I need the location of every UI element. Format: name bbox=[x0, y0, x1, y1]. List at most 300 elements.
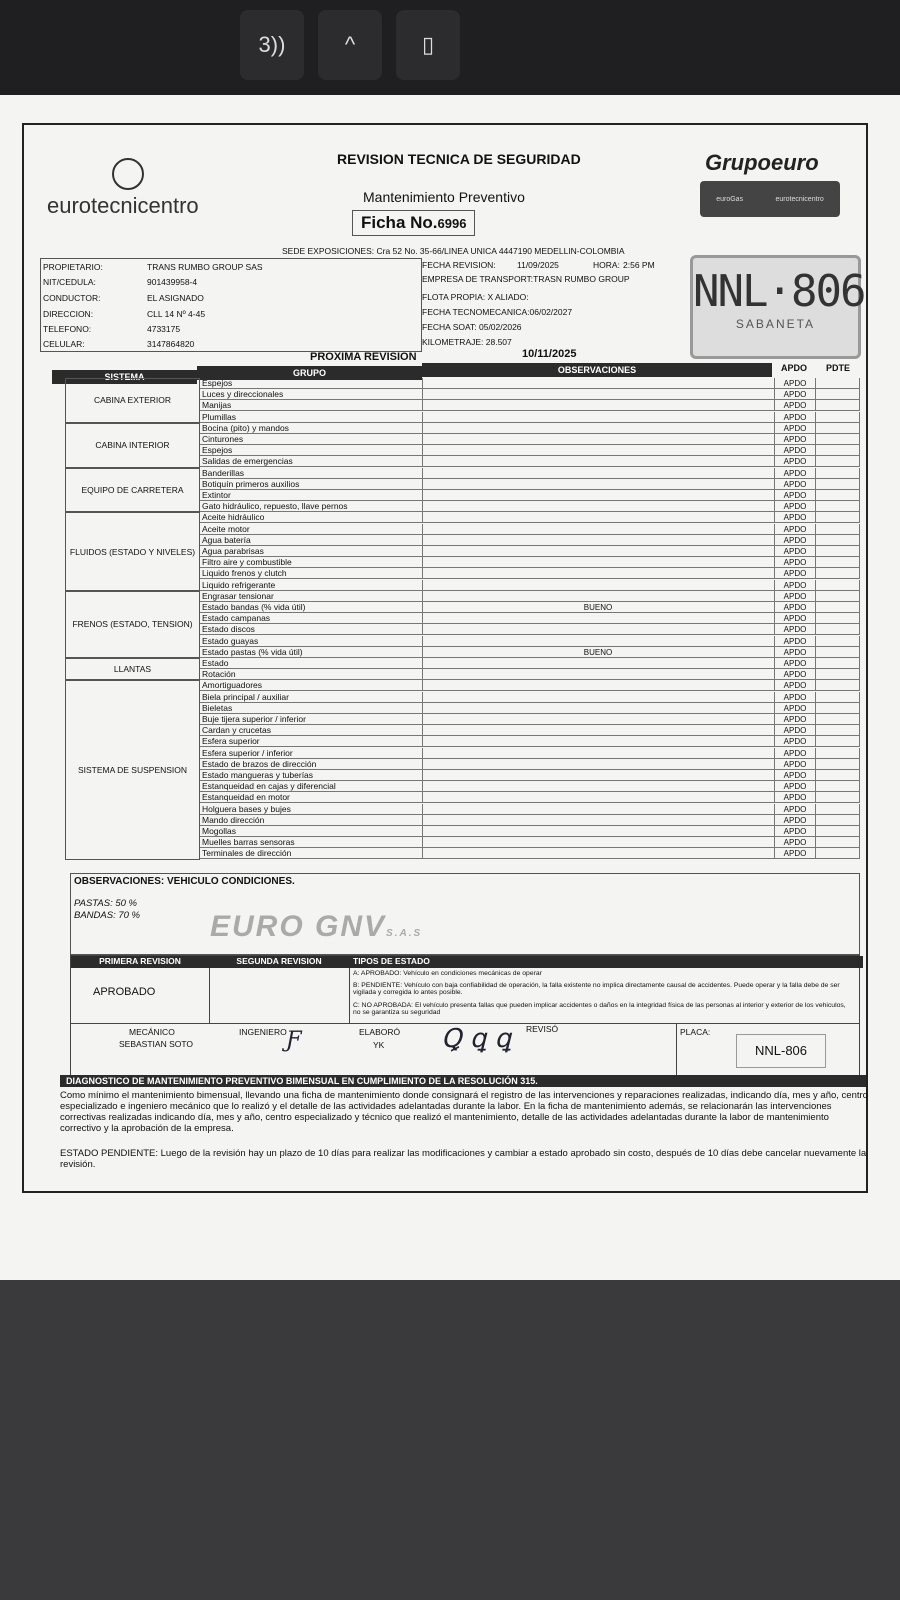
table-row bbox=[200, 759, 860, 770]
pdte-cell bbox=[814, 412, 860, 423]
table-row bbox=[200, 624, 860, 635]
table-row bbox=[200, 445, 860, 456]
observation-cell bbox=[422, 568, 773, 579]
pdte-cell bbox=[814, 848, 860, 859]
grupo-item: Liquido refrigerante bbox=[202, 579, 276, 590]
celular-value: 3147864820 bbox=[147, 339, 195, 349]
eurotecnicentro-logo-icon bbox=[112, 158, 144, 190]
grupo-item: Estanqueidad en motor bbox=[202, 792, 290, 803]
table-row bbox=[200, 804, 860, 815]
eurotecnicentro-badge: eurotecnicentro bbox=[775, 195, 824, 203]
pdte-cell bbox=[814, 557, 860, 568]
apdo-cell: APDO bbox=[774, 725, 816, 736]
apdo-cell: APDO bbox=[774, 535, 816, 546]
grupo-item: Espejos bbox=[202, 378, 233, 388]
observation-cell bbox=[422, 468, 773, 479]
segunda-revision-label: SEGUNDA REVISION bbox=[209, 956, 349, 968]
table-row bbox=[200, 546, 860, 557]
observation-cell bbox=[422, 490, 773, 501]
elaboro-label: ELABORÓ bbox=[359, 1027, 401, 1037]
pdte-cell bbox=[814, 804, 860, 815]
observation-cell bbox=[422, 546, 773, 557]
observation-cell bbox=[422, 759, 773, 770]
pdte-cell bbox=[814, 703, 860, 714]
pdte-cell bbox=[814, 468, 860, 479]
table-row bbox=[200, 378, 860, 389]
pastas-note: PASTAS: 50 % bbox=[74, 898, 138, 909]
pdte-cell bbox=[814, 434, 860, 445]
apdo-cell: APDO bbox=[774, 468, 816, 479]
observation-cell bbox=[422, 613, 773, 624]
grupo-item: Estado discos bbox=[202, 624, 255, 635]
pdte-cell bbox=[814, 501, 860, 512]
apdo-cell: APDO bbox=[774, 759, 816, 770]
hora-value: 2:56 PM bbox=[623, 260, 655, 270]
form-title: REVISION TECNICA DE SEGURIDAD bbox=[337, 151, 581, 167]
conductor-value: EL ASIGNADO bbox=[147, 293, 204, 303]
grupo-item: Botiquín primeros auxilios bbox=[202, 478, 300, 489]
table-row bbox=[200, 815, 860, 826]
grupo-item: Buje tijera superior / inferior bbox=[202, 714, 306, 724]
table-row bbox=[200, 400, 860, 411]
observation-cell bbox=[422, 423, 773, 434]
kilometraje-line: KILOMETRAJE: 28.507 bbox=[422, 337, 512, 347]
car-seat-background bbox=[0, 1270, 900, 1600]
grupo-item: Estado pastas (% vida útil) bbox=[202, 646, 303, 657]
pdte-cell bbox=[814, 781, 860, 792]
grupo-item: Cardan y crucetas bbox=[202, 725, 271, 736]
pdte-cell bbox=[814, 568, 860, 579]
pdte-cell bbox=[814, 759, 860, 770]
system-5: LLANTAS bbox=[65, 658, 200, 680]
screen-button-icon: ▯ bbox=[396, 10, 460, 80]
table-row bbox=[200, 703, 860, 714]
observation-cell bbox=[422, 804, 773, 815]
eurogas-badge: euroGas bbox=[716, 195, 744, 203]
observation-cell bbox=[422, 636, 773, 647]
apdo-cell: APDO bbox=[774, 434, 816, 445]
pdte-cell bbox=[814, 602, 860, 613]
apdo-cell: APDO bbox=[774, 781, 816, 792]
apdo-cell: APDO bbox=[774, 624, 816, 635]
observation-cell bbox=[422, 725, 773, 736]
observation-cell bbox=[422, 815, 773, 826]
grupo-item: Esfera superior bbox=[202, 736, 260, 747]
apdo-cell: APDO bbox=[774, 400, 816, 411]
col-pdte: PDTE bbox=[825, 363, 850, 373]
direccion-value: CLL 14 Nº 4-45 bbox=[147, 309, 206, 319]
grupo-item: Salidas de emergencias bbox=[202, 456, 293, 467]
status-table bbox=[70, 955, 860, 1085]
table-row bbox=[200, 669, 860, 680]
pdte-cell bbox=[814, 591, 860, 602]
table-row bbox=[200, 602, 860, 613]
apdo-cell: APDO bbox=[774, 456, 816, 467]
grupo-item: Estanqueidad en cajas y diferencial bbox=[202, 781, 336, 792]
observations-label: OBSERVACIONES: VEHICULO CONDICIONES. bbox=[74, 876, 295, 887]
tipo-c-text: C: NO APROBADA: El vehículo presenta fallas que pueden implicar accidentes o daños en la integridad física de las personas al interior y exterior de los vehiculos, no se garantiza su seguridad bbox=[353, 1002, 846, 1016]
observation-cell bbox=[422, 748, 773, 759]
pdte-cell bbox=[814, 535, 860, 546]
mecanico-label: MECÁNICO bbox=[129, 1027, 175, 1037]
col-sistema: SISTEMA bbox=[52, 370, 197, 384]
apdo-cell: APDO bbox=[774, 602, 816, 613]
conductor-label: CONDUCTOR: bbox=[43, 293, 101, 303]
apdo-cell: APDO bbox=[774, 647, 816, 658]
tipos-estado-label: TIPOS DE ESTADO bbox=[349, 956, 863, 968]
ingeniero-signature: Ƒ bbox=[286, 1028, 302, 1053]
pdte-cell bbox=[814, 389, 860, 400]
table-row bbox=[200, 692, 860, 703]
col-observaciones: OBSERVACIONES bbox=[422, 363, 772, 377]
table-row bbox=[200, 647, 860, 658]
table-row bbox=[200, 848, 860, 859]
observation-cell bbox=[422, 848, 773, 859]
grupo-item: Engrasar tensionar bbox=[202, 590, 274, 601]
table-row bbox=[200, 826, 860, 837]
pdte-cell bbox=[814, 826, 860, 837]
table-row bbox=[200, 725, 860, 736]
pdte-cell bbox=[814, 669, 860, 680]
pdte-cell bbox=[814, 815, 860, 826]
apdo-cell: APDO bbox=[774, 837, 816, 848]
observation-cell bbox=[422, 624, 773, 635]
observation-cell bbox=[422, 714, 773, 725]
pdte-cell bbox=[814, 725, 860, 736]
apdo-cell: APDO bbox=[774, 512, 816, 523]
apdo-cell: APDO bbox=[774, 815, 816, 826]
table-row bbox=[200, 837, 860, 848]
table-row bbox=[200, 468, 860, 479]
observation-cell bbox=[422, 557, 773, 568]
propietario-label: PROPIETARIO: bbox=[43, 262, 103, 272]
table-row bbox=[200, 412, 860, 423]
observation-cell: BUENO bbox=[422, 602, 773, 613]
table-row bbox=[200, 501, 860, 512]
apdo-cell: APDO bbox=[774, 524, 816, 535]
form-subtitle: Mantenimiento Preventivo bbox=[363, 189, 525, 205]
observation-cell bbox=[422, 501, 773, 512]
observation-cell bbox=[422, 692, 773, 703]
grupo-item: Extintor bbox=[202, 490, 231, 500]
observation-cell bbox=[422, 512, 773, 523]
pdte-cell bbox=[814, 378, 860, 389]
pdte-cell bbox=[814, 456, 860, 467]
reviso-label: REVISÓ bbox=[526, 1024, 559, 1034]
ficha-number bbox=[352, 210, 475, 236]
grupo-item: Manijas bbox=[202, 400, 232, 411]
apdo-cell: APDO bbox=[774, 703, 816, 714]
table-row bbox=[200, 535, 860, 546]
apdo-cell: APDO bbox=[774, 389, 816, 400]
apdo-cell: APDO bbox=[774, 848, 816, 859]
pdte-cell bbox=[814, 423, 860, 434]
col-apdo: APDO bbox=[780, 363, 807, 373]
pdte-cell bbox=[814, 636, 860, 647]
fecha-revision-value: 11/09/2025 bbox=[517, 260, 559, 270]
table-row bbox=[200, 479, 860, 490]
grupo-item: Estado de brazos de dirección bbox=[202, 758, 317, 769]
pdte-cell bbox=[814, 658, 860, 669]
placa-value: NNL-806 bbox=[736, 1034, 826, 1068]
observation-cell bbox=[422, 389, 773, 400]
observation-cell bbox=[422, 524, 773, 535]
pdte-cell bbox=[814, 479, 860, 490]
grupo-item: Terminales de dirección bbox=[202, 848, 292, 859]
up-arrow-button-icon: ^ bbox=[318, 10, 382, 80]
apdo-cell: APDO bbox=[774, 714, 816, 725]
apdo-cell: APDO bbox=[774, 580, 816, 591]
table-row bbox=[200, 524, 860, 535]
grupo-item: Gato hidráulico, repuesto, llave pernos bbox=[202, 501, 348, 512]
observation-cell bbox=[422, 736, 773, 747]
observation-cell bbox=[422, 837, 773, 848]
table-row bbox=[200, 512, 860, 523]
system-2: EQUIPO DE CARRETERA bbox=[65, 468, 200, 513]
observation-cell bbox=[422, 669, 773, 680]
table-row bbox=[200, 792, 860, 803]
bandas-note: BANDAS: 70 % bbox=[74, 910, 140, 921]
table-row bbox=[200, 714, 860, 725]
grupo-item: Rotación bbox=[202, 669, 236, 680]
apdo-cell: APDO bbox=[774, 568, 816, 579]
euro-gnv-stamp bbox=[210, 910, 422, 944]
apdo-cell: APDO bbox=[774, 736, 816, 747]
soat-line: FECHA SOAT: 05/02/2026 bbox=[422, 322, 522, 332]
grupo-item: Esfera superior / inferior bbox=[202, 747, 293, 758]
table-row bbox=[200, 658, 860, 669]
observation-cell bbox=[422, 434, 773, 445]
pdte-cell bbox=[814, 400, 860, 411]
grupo-item: Aceite hidráulico bbox=[202, 512, 265, 523]
mantenimiento-paragraph: Como mínimo el mantenimiento bimensual, llevando una ficha de mantenimiento donde consignará el registro de las intervenciones y reparaciones realizadas, indicando día, mes y año, centro especializado e ingeniero mecánico que lo realizó y el detalle de las actividades adelantadas durante la labor. En la ficha de mantenimiento además, se relacionarán las intervenciones correctivas realizadas indicando día, mes y año, centro especializado y técnico que realizó el mantenimiento, detalle de las actividades adelantadas durante la labor de mantenimiento correctivo y la aprobación de la empresa. bbox=[60, 1090, 868, 1134]
grupo-item: Biela principal / auxiliar bbox=[202, 691, 289, 702]
table-row bbox=[200, 591, 860, 602]
apdo-cell: APDO bbox=[774, 770, 816, 781]
system-6: SISTEMA DE SUSPENSION bbox=[65, 680, 200, 859]
ficha-label: Ficha No. bbox=[361, 213, 438, 232]
ingeniero-label: INGENIERO bbox=[239, 1027, 287, 1037]
observation-cell bbox=[422, 445, 773, 456]
grupo-item: Agua batería bbox=[202, 534, 251, 545]
pdte-cell bbox=[814, 680, 860, 691]
telefono-value: 4733175 bbox=[147, 324, 181, 334]
grupoeuro-brand: Grupoeuro bbox=[705, 150, 819, 175]
apdo-cell: APDO bbox=[774, 423, 816, 434]
apdo-cell: APDO bbox=[774, 445, 816, 456]
table-row bbox=[200, 389, 860, 400]
apdo-cell: APDO bbox=[774, 613, 816, 624]
pdte-cell bbox=[814, 714, 860, 725]
observation-cell bbox=[422, 535, 773, 546]
telefono-label: TELEFONO: bbox=[43, 324, 92, 334]
tipo-a-text: A: APROBADO: Vehículo en condiciones mecánicas de operar bbox=[353, 970, 542, 977]
grupo-item: Estado guayas bbox=[202, 635, 259, 646]
euro-gnv-text: EURO GNV bbox=[210, 910, 387, 943]
propietario-value: TRANS RUMBO GROUP SAS bbox=[147, 262, 263, 272]
table-row bbox=[200, 748, 860, 759]
pdte-cell bbox=[814, 490, 860, 501]
apdo-cell: APDO bbox=[774, 792, 816, 803]
apdo-cell: APDO bbox=[774, 479, 816, 490]
fecha-revision-label: FECHA REVISION: bbox=[422, 260, 496, 270]
system-1: CABINA INTERIOR bbox=[65, 423, 200, 468]
apdo-cell: APDO bbox=[774, 680, 816, 691]
table-row bbox=[200, 636, 860, 647]
grupo-item: Filtro aire y combustible bbox=[202, 557, 292, 568]
divider bbox=[349, 968, 350, 1023]
celular-label: CELULAR: bbox=[43, 339, 85, 349]
flota-line: FLOTA PROPIA: X ALIADO: bbox=[422, 292, 529, 302]
observation-cell bbox=[422, 378, 773, 389]
observation-cell: BUENO bbox=[422, 647, 773, 658]
observation-cell bbox=[422, 400, 773, 411]
grupo-item: Aceite motor bbox=[202, 523, 250, 534]
pdte-cell bbox=[814, 613, 860, 624]
observation-cell bbox=[422, 781, 773, 792]
table-row bbox=[200, 423, 860, 434]
col-grupo: GRUPO bbox=[197, 366, 422, 380]
apdo-cell: APDO bbox=[774, 501, 816, 512]
pdte-cell bbox=[814, 512, 860, 523]
grupo-item: Estado bandas (% vida útil) bbox=[202, 602, 306, 612]
system-4: FRENOS (ESTADO, TENSION) bbox=[65, 591, 200, 658]
pdte-cell bbox=[814, 580, 860, 591]
apdo-cell: APDO bbox=[774, 658, 816, 669]
table-row bbox=[200, 613, 860, 624]
observation-cell bbox=[422, 456, 773, 467]
license-plate-image bbox=[690, 255, 865, 359]
table-row bbox=[200, 770, 860, 781]
mecanico-value: SEBASTIAN SOTO bbox=[119, 1039, 194, 1049]
grupo-item: Cinturones bbox=[202, 434, 244, 444]
eurotecnicentro-logo-text: eurotecnicentro bbox=[47, 193, 199, 218]
grupo-item: Muelles barras sensoras bbox=[202, 837, 295, 848]
observation-cell bbox=[422, 479, 773, 490]
apdo-cell: APDO bbox=[774, 546, 816, 557]
apdo-cell: APDO bbox=[774, 557, 816, 568]
system-3: FLUIDOS (ESTADO Y NIVELES) bbox=[65, 512, 200, 590]
grupo-item: Mogollas bbox=[202, 826, 237, 836]
pdte-cell bbox=[814, 837, 860, 848]
pdte-cell bbox=[814, 770, 860, 781]
plate-city: SABANETA bbox=[735, 317, 816, 331]
sede-line: SEDE EXPOSICIONES: Cra 52 No. 35-66/LINEA UNICA 4447190 MEDELLIN-COLOMBIA bbox=[282, 246, 625, 256]
divider bbox=[209, 968, 210, 1023]
table-row bbox=[200, 580, 860, 591]
grupo-item: Bocina (pito) y mandos bbox=[202, 422, 289, 433]
grupo-item: Agua parabrisas bbox=[202, 546, 264, 556]
table-row bbox=[200, 434, 860, 445]
observation-cell bbox=[422, 826, 773, 837]
grupo-item: Estado mangueras y tuberías bbox=[202, 770, 314, 780]
brand-badges bbox=[700, 181, 840, 217]
observation-cell bbox=[422, 580, 773, 591]
apdo-cell: APDO bbox=[774, 378, 816, 389]
grupo-item: Liquido frenos y clutch bbox=[202, 568, 287, 579]
pdte-cell bbox=[814, 647, 860, 658]
empresa-line: EMPRESA DE TRANSPORT:TRASN RUMBO GROUP bbox=[422, 274, 630, 284]
table-row bbox=[200, 781, 860, 792]
primera-revision-label: PRIMERA REVISION bbox=[71, 956, 209, 968]
hora-label: HORA: bbox=[593, 260, 620, 270]
tipo-b-text: B: PENDIENTE: Vehículo con baja confiabilidad de operación, la falla existente no implica directamente causal de accidentes. Puede operar y la falla debe de ser vigilada y corregida lo antes posible. bbox=[353, 982, 840, 996]
apdo-cell: APDO bbox=[774, 804, 816, 815]
table-row bbox=[200, 736, 860, 747]
table-row bbox=[200, 557, 860, 568]
apdo-cell: APDO bbox=[774, 748, 816, 759]
grupo-item: Luces y direccionales bbox=[202, 389, 284, 400]
grupo-item: Espejos bbox=[202, 445, 233, 456]
direccion-label: DIRECCION: bbox=[43, 309, 94, 319]
system-0: CABINA EXTERIOR bbox=[65, 378, 200, 423]
table-row bbox=[200, 456, 860, 467]
nit-value: 901439958-4 bbox=[147, 277, 198, 287]
diagnostico-band: DIAGNOSTICO DE MANTENIMIENTO PREVENTIVO BIMENSUAL EN CUMPLIMIENTO DE LA RESOLUCIÓN 315. bbox=[60, 1075, 866, 1087]
pdte-cell bbox=[814, 445, 860, 456]
table-row bbox=[200, 490, 860, 501]
voice-button-icon: 3)) bbox=[240, 10, 304, 80]
grupo-item: Amortiguadores bbox=[202, 680, 263, 691]
grupo-item: Estado bbox=[202, 658, 229, 668]
pdte-cell bbox=[814, 692, 860, 703]
apdo-cell: APDO bbox=[774, 412, 816, 423]
placa-label: PLACA: bbox=[680, 1027, 711, 1037]
apdo-cell: APDO bbox=[774, 591, 816, 602]
grupo-item: Plumillas bbox=[202, 411, 237, 422]
car-dashboard-top bbox=[0, 0, 900, 98]
proxima-revision-value: 10/11/2025 bbox=[522, 348, 577, 360]
observation-cell bbox=[422, 412, 773, 423]
observation-cell bbox=[422, 680, 773, 691]
pdte-cell bbox=[814, 546, 860, 557]
proxima-revision-label: PROXIMA REVISION bbox=[310, 351, 417, 363]
apdo-cell: APDO bbox=[774, 826, 816, 837]
primera-revision-value: APROBADO bbox=[93, 986, 156, 998]
tecnomecanica-line: FECHA TECNOMECANICA:06/02/2027 bbox=[422, 307, 573, 317]
pdte-cell bbox=[814, 524, 860, 535]
observation-cell bbox=[422, 658, 773, 669]
reviso-signature: Ꝗ ꝗ ꝗ bbox=[441, 1024, 512, 1054]
elaboro-value: YK bbox=[373, 1040, 385, 1050]
observation-cell bbox=[422, 770, 773, 781]
ficha-value: 6996 bbox=[437, 216, 467, 231]
grupo-item: Banderillas bbox=[202, 467, 245, 478]
observation-cell bbox=[422, 792, 773, 803]
pdte-cell bbox=[814, 792, 860, 803]
grupo-item: Estado campanas bbox=[202, 613, 271, 624]
table-row bbox=[200, 568, 860, 579]
estado-pendiente-paragraph: ESTADO PENDIENTE: Luego de la revisión hay un plazo de 10 días para realizar las modificaciones y cambiar a estado aprobado sin costo, después de 10 días debe cancelar nuevamente la revisión. bbox=[60, 1148, 867, 1170]
pdte-cell bbox=[814, 748, 860, 759]
apdo-cell: APDO bbox=[774, 636, 816, 647]
euro-gnv-suffix: S.A.S bbox=[386, 928, 423, 939]
table-row bbox=[200, 680, 860, 691]
apdo-cell: APDO bbox=[774, 490, 816, 501]
nit-label: NIT/CEDULA: bbox=[43, 277, 96, 287]
grupo-item: Mando dirección bbox=[202, 814, 265, 825]
grupo-item: Holguera bases y bujes bbox=[202, 803, 291, 814]
plate-number: NNL·806 bbox=[693, 266, 865, 317]
pdte-cell bbox=[814, 624, 860, 635]
observations-area bbox=[70, 873, 860, 955]
owner-info-box bbox=[40, 258, 422, 352]
grupo-item: Bieletas bbox=[202, 702, 233, 713]
observation-cell bbox=[422, 591, 773, 602]
apdo-cell: APDO bbox=[774, 692, 816, 703]
apdo-cell: APDO bbox=[774, 669, 816, 680]
observation-cell bbox=[422, 703, 773, 714]
